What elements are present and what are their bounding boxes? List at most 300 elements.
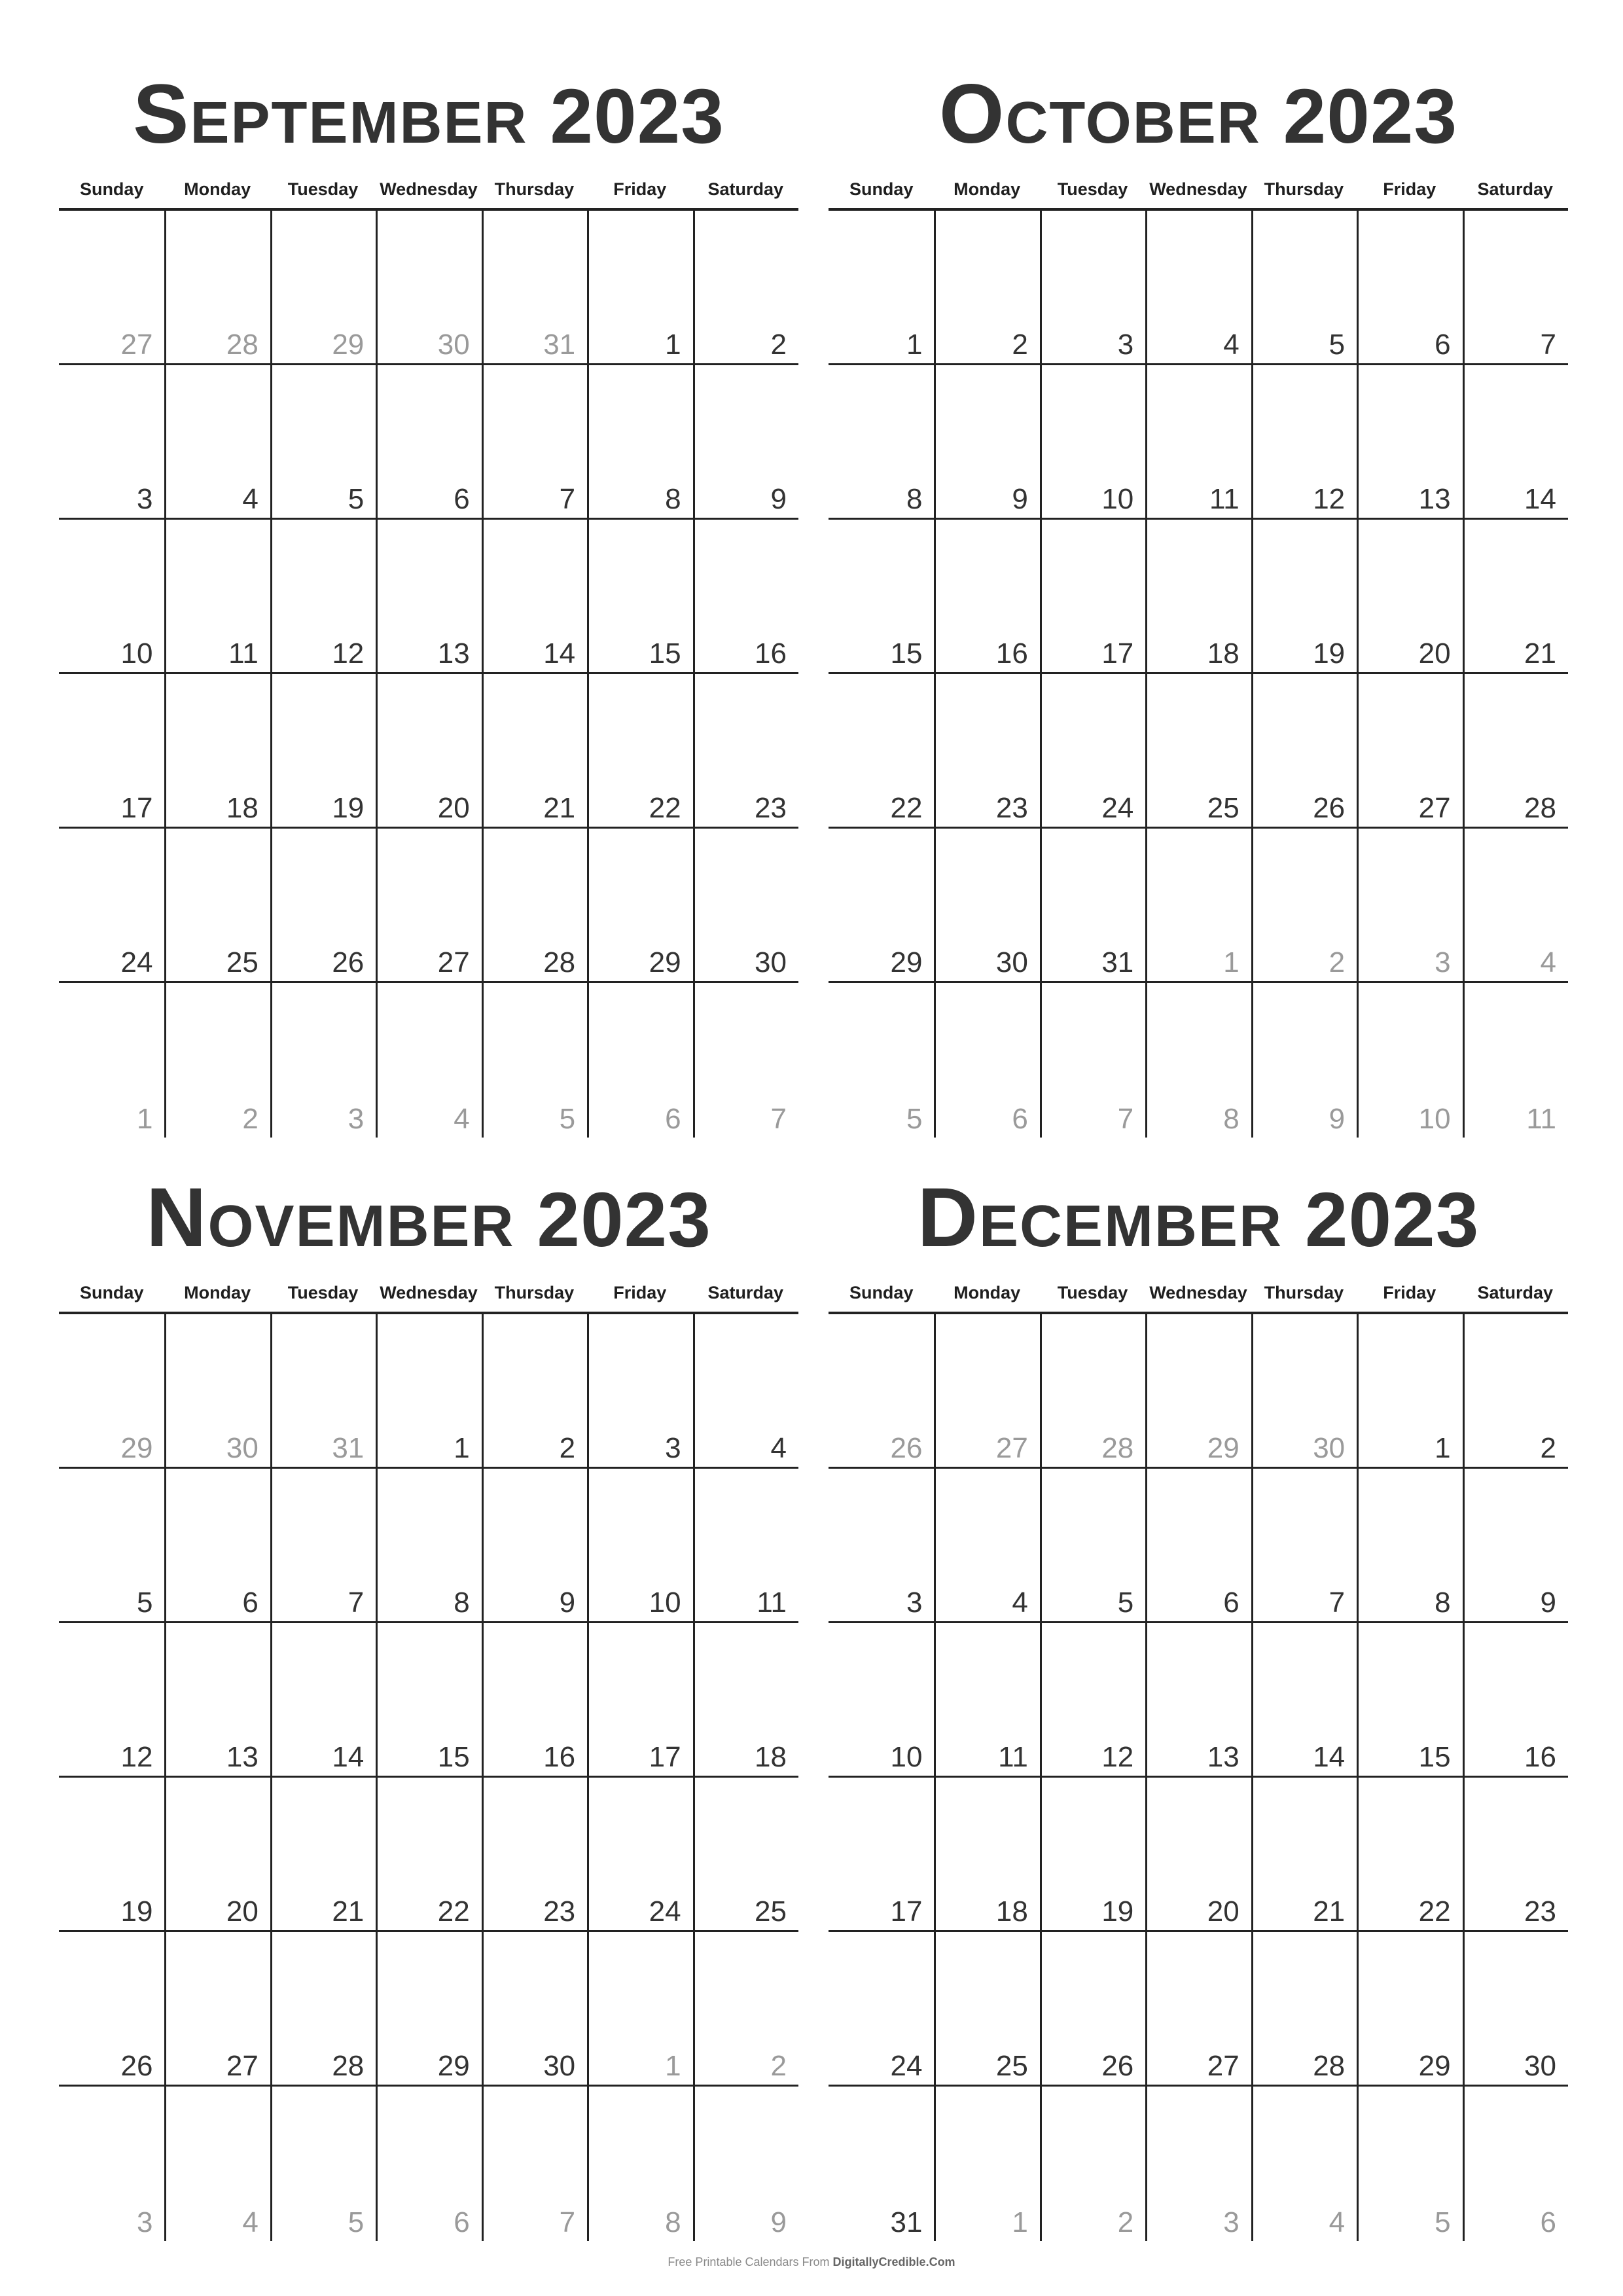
day-cell xyxy=(59,520,164,674)
day-number: 16 xyxy=(543,1741,576,1773)
weekday-label: Tuesday xyxy=(1057,1283,1128,1302)
day-cell xyxy=(376,1778,481,1932)
day-cell-adjacent-month xyxy=(829,983,934,1138)
day-cell-adjacent-month xyxy=(1145,829,1251,983)
day-cell xyxy=(270,829,376,983)
day-number: 13 xyxy=(1207,1741,1240,1773)
day-cell xyxy=(164,674,270,829)
month-title xyxy=(829,1162,1568,1274)
day-number: 3 xyxy=(136,2206,153,2238)
day-number: 12 xyxy=(1101,1741,1134,1773)
day-cell xyxy=(934,1778,1039,1932)
day-cell xyxy=(1040,520,1145,674)
footer-site: DigitallyCredible.Com xyxy=(832,2255,955,2269)
day-cell xyxy=(270,1778,376,1932)
day-cell xyxy=(1357,674,1462,829)
day-cell-adjacent-month xyxy=(164,211,270,365)
day-cell xyxy=(587,1778,692,1932)
day-cell xyxy=(829,1778,934,1932)
day-cell xyxy=(934,1623,1039,1778)
day-number: 1 xyxy=(665,329,681,361)
day-grid xyxy=(829,211,1568,1138)
day-cell xyxy=(1145,365,1251,520)
day-cell-adjacent-month xyxy=(1040,1314,1145,1469)
day-cell-adjacent-month xyxy=(1145,983,1251,1138)
day-cell-adjacent-month xyxy=(1463,2087,1568,2241)
day-cell xyxy=(270,365,376,520)
day-number: 18 xyxy=(755,1741,787,1773)
day-number: 3 xyxy=(665,1432,681,1464)
day-number: 11 xyxy=(228,637,259,670)
day-number: 29 xyxy=(332,329,365,361)
day-cell-adjacent-month xyxy=(270,983,376,1138)
day-number: 9 xyxy=(559,1587,576,1619)
day-number: 4 xyxy=(770,1432,787,1464)
day-cell xyxy=(376,829,481,983)
day-number: 5 xyxy=(559,1103,576,1135)
day-cell-adjacent-month xyxy=(1357,829,1462,983)
day-cell xyxy=(1357,1469,1462,1623)
day-number: 26 xyxy=(1101,2050,1134,2082)
day-number: 23 xyxy=(1524,1895,1556,1928)
day-cell xyxy=(376,520,481,674)
weekday-header xyxy=(829,1274,1568,1314)
day-cell-adjacent-month xyxy=(482,983,587,1138)
day-number: 28 xyxy=(332,2050,365,2082)
day-cell-adjacent-month xyxy=(587,1932,692,2087)
day-number: 18 xyxy=(226,792,259,824)
day-cell-adjacent-month xyxy=(1357,2087,1462,2241)
day-cell xyxy=(587,1623,692,1778)
day-number: 13 xyxy=(437,637,470,670)
day-number: 2 xyxy=(770,2050,787,2082)
day-number: 3 xyxy=(1223,2206,1240,2238)
day-number: 2 xyxy=(770,329,787,361)
month-title xyxy=(59,1162,798,1274)
day-cell xyxy=(587,1314,692,1469)
day-cell xyxy=(1145,674,1251,829)
day-number: 30 xyxy=(1524,2050,1556,2082)
day-number: 2 xyxy=(1117,2206,1134,2238)
day-number: 15 xyxy=(890,637,923,670)
day-cell xyxy=(1357,211,1462,365)
day-number: 30 xyxy=(226,1432,259,1464)
day-number: 20 xyxy=(1207,1895,1240,1928)
weekday-header xyxy=(59,1274,798,1314)
day-number: 9 xyxy=(1540,1587,1556,1619)
day-number: 27 xyxy=(120,329,153,361)
day-cell-adjacent-month xyxy=(482,211,587,365)
day-number: 19 xyxy=(120,1895,153,1928)
day-cell xyxy=(376,1932,481,2087)
day-number: 25 xyxy=(995,2050,1028,2082)
weekday-label: Sunday xyxy=(849,1283,914,1302)
day-cell-adjacent-month xyxy=(59,983,164,1138)
day-cell xyxy=(1145,1932,1251,2087)
day-cell xyxy=(270,1932,376,2087)
day-number: 28 xyxy=(1524,792,1556,824)
month-calendar-november xyxy=(59,1162,798,2241)
month-name: December xyxy=(917,1171,1283,1265)
day-number: 28 xyxy=(226,329,259,361)
day-number: 28 xyxy=(1313,2050,1346,2082)
day-cell-adjacent-month xyxy=(270,211,376,365)
day-cell-adjacent-month xyxy=(270,1314,376,1469)
day-cell-adjacent-month xyxy=(693,2087,798,2241)
day-cell-adjacent-month xyxy=(934,983,1039,1138)
day-cell xyxy=(376,1314,481,1469)
day-cell xyxy=(59,1623,164,1778)
day-number: 5 xyxy=(1117,1587,1134,1619)
day-number: 25 xyxy=(226,946,259,978)
month-calendar-december xyxy=(829,1162,1568,2241)
day-number: 2 xyxy=(242,1103,259,1135)
day-number: 30 xyxy=(543,2050,576,2082)
day-number: 21 xyxy=(1524,637,1556,670)
day-number: 10 xyxy=(890,1741,923,1773)
day-cell xyxy=(934,1469,1039,1623)
day-number: 9 xyxy=(770,2206,787,2238)
day-cell xyxy=(1040,365,1145,520)
day-number: 6 xyxy=(1012,1103,1028,1135)
day-cell xyxy=(1357,1623,1462,1778)
day-number: 29 xyxy=(1207,1432,1240,1464)
day-cell xyxy=(829,520,934,674)
day-number: 27 xyxy=(437,946,470,978)
day-number: 7 xyxy=(559,483,576,515)
day-number: 12 xyxy=(332,637,365,670)
weekday-label: Monday xyxy=(954,179,1021,199)
day-cell xyxy=(1040,829,1145,983)
weekday-label: Saturday xyxy=(1477,179,1554,199)
weekday-label: Saturday xyxy=(707,179,784,199)
day-number: 17 xyxy=(649,1741,681,1773)
day-number: 5 xyxy=(136,1587,153,1619)
day-number: 24 xyxy=(890,2050,923,2082)
day-number: 10 xyxy=(649,1587,681,1619)
day-cell xyxy=(59,1778,164,1932)
day-cell xyxy=(829,1469,934,1623)
day-cell xyxy=(59,674,164,829)
day-number: 18 xyxy=(1207,637,1240,670)
day-cell xyxy=(164,1778,270,1932)
day-cell xyxy=(164,365,270,520)
day-cell xyxy=(829,1932,934,2087)
day-number: 15 xyxy=(1418,1741,1451,1773)
day-cell xyxy=(482,674,587,829)
weekday-label: Thursday xyxy=(1264,1283,1344,1302)
day-cell xyxy=(164,1932,270,2087)
day-cell xyxy=(587,211,692,365)
day-number: 22 xyxy=(890,792,923,824)
weekday-header xyxy=(829,170,1568,211)
weekday-label: Thursday xyxy=(494,179,575,199)
day-cell xyxy=(693,829,798,983)
day-cell-adjacent-month xyxy=(376,2087,481,2241)
day-number: 27 xyxy=(1418,792,1451,824)
day-number: 10 xyxy=(1418,1103,1451,1135)
day-cell-adjacent-month xyxy=(829,1314,934,1469)
day-number: 22 xyxy=(649,792,681,824)
day-number: 22 xyxy=(1418,1895,1451,1928)
month-title xyxy=(59,59,798,170)
day-number: 3 xyxy=(906,1587,923,1619)
day-number: 24 xyxy=(120,946,153,978)
day-number: 13 xyxy=(226,1741,259,1773)
day-number: 10 xyxy=(1101,483,1134,515)
weekday-label: Monday xyxy=(184,179,251,199)
day-cell xyxy=(59,1932,164,2087)
day-cell xyxy=(482,365,587,520)
day-number: 4 xyxy=(242,2206,259,2238)
day-number: 1 xyxy=(1435,1432,1451,1464)
day-cell-adjacent-month xyxy=(934,2087,1039,2241)
day-cell-adjacent-month xyxy=(270,2087,376,2241)
day-number: 28 xyxy=(543,946,576,978)
day-cell xyxy=(693,211,798,365)
weekday-header xyxy=(59,170,798,211)
day-number: 3 xyxy=(1117,329,1134,361)
day-cell xyxy=(587,829,692,983)
day-cell xyxy=(934,674,1039,829)
day-cell-adjacent-month xyxy=(376,211,481,365)
day-cell-adjacent-month xyxy=(164,1314,270,1469)
day-number: 1 xyxy=(1223,946,1240,978)
day-cell xyxy=(270,674,376,829)
weekday-label: Tuesday xyxy=(287,179,359,199)
day-cell xyxy=(1251,520,1357,674)
day-cell xyxy=(1357,520,1462,674)
footer-credit xyxy=(0,2255,1623,2269)
day-cell xyxy=(1357,365,1462,520)
day-number: 15 xyxy=(437,1741,470,1773)
day-number: 11 xyxy=(757,1587,787,1619)
day-number: 7 xyxy=(770,1103,787,1135)
day-number: 8 xyxy=(665,483,681,515)
day-cell xyxy=(1463,674,1568,829)
day-number: 7 xyxy=(1117,1103,1134,1135)
day-number: 2 xyxy=(559,1432,576,1464)
weekday-label: Friday xyxy=(613,179,667,199)
weekday-label: Wednesday xyxy=(1149,179,1247,199)
day-cell xyxy=(164,1623,270,1778)
weekday-label: Friday xyxy=(613,1283,667,1302)
day-cell-adjacent-month xyxy=(1040,2087,1145,2241)
day-cell xyxy=(376,365,481,520)
day-cell xyxy=(1463,1932,1568,2087)
day-number: 21 xyxy=(332,1895,365,1928)
day-number: 6 xyxy=(1223,1587,1240,1619)
day-cell xyxy=(829,211,934,365)
day-number: 6 xyxy=(1435,329,1451,361)
day-number: 7 xyxy=(559,2206,576,2238)
day-cell xyxy=(59,365,164,520)
day-number: 15 xyxy=(649,637,681,670)
weekday-label: Friday xyxy=(1383,1283,1436,1302)
day-number: 6 xyxy=(454,483,470,515)
day-number: 24 xyxy=(1101,792,1134,824)
weekday-label: Saturday xyxy=(707,1283,784,1302)
day-number: 4 xyxy=(242,483,259,515)
day-number: 30 xyxy=(437,329,470,361)
weekday-label: Sunday xyxy=(849,179,914,199)
day-number: 17 xyxy=(1101,637,1134,670)
weekday-label: Thursday xyxy=(1264,179,1344,199)
day-number: 9 xyxy=(770,483,787,515)
day-cell xyxy=(1463,211,1568,365)
day-cell-adjacent-month xyxy=(1463,983,1568,1138)
day-number: 7 xyxy=(1540,329,1556,361)
day-number: 19 xyxy=(332,792,365,824)
day-number: 23 xyxy=(755,792,787,824)
day-cell xyxy=(482,1778,587,1932)
day-number: 11 xyxy=(998,1741,1028,1773)
footer-text: Free Printable Calendars From xyxy=(668,2255,833,2269)
day-cell xyxy=(1251,211,1357,365)
day-number: 27 xyxy=(995,1432,1028,1464)
day-cell xyxy=(482,829,587,983)
day-cell xyxy=(693,520,798,674)
day-number: 20 xyxy=(1418,637,1451,670)
day-number: 7 xyxy=(348,1587,365,1619)
day-cell xyxy=(829,1623,934,1778)
day-cell xyxy=(1251,674,1357,829)
day-number: 14 xyxy=(543,637,576,670)
day-cell xyxy=(1145,1469,1251,1623)
day-cell xyxy=(829,2087,934,2241)
day-number: 7 xyxy=(1329,1587,1346,1619)
day-cell xyxy=(1040,1778,1145,1932)
day-number: 8 xyxy=(1223,1103,1240,1135)
day-number: 29 xyxy=(120,1432,153,1464)
day-cell xyxy=(482,520,587,674)
day-number: 2 xyxy=(1329,946,1346,978)
day-cell-adjacent-month xyxy=(1357,983,1462,1138)
day-number: 9 xyxy=(1012,483,1028,515)
day-cell xyxy=(1040,1623,1145,1778)
day-number: 8 xyxy=(1435,1587,1451,1619)
day-cell xyxy=(1040,211,1145,365)
day-number: 22 xyxy=(437,1895,470,1928)
day-cell-adjacent-month xyxy=(482,2087,587,2241)
day-number: 28 xyxy=(1101,1432,1134,1464)
day-cell xyxy=(1357,1932,1462,2087)
day-number: 30 xyxy=(1313,1432,1346,1464)
day-cell xyxy=(59,1469,164,1623)
day-number: 21 xyxy=(1313,1895,1346,1928)
day-number: 16 xyxy=(995,637,1028,670)
day-cell-adjacent-month xyxy=(376,983,481,1138)
day-cell xyxy=(482,1623,587,1778)
day-number: 31 xyxy=(332,1432,365,1464)
day-number: 14 xyxy=(1313,1741,1346,1773)
day-cell xyxy=(693,1469,798,1623)
day-number: 5 xyxy=(906,1103,923,1135)
day-number: 24 xyxy=(649,1895,681,1928)
day-cell xyxy=(1251,1623,1357,1778)
day-cell xyxy=(1357,1314,1462,1469)
day-cell xyxy=(587,674,692,829)
day-cell xyxy=(1251,1778,1357,1932)
month-calendar-october xyxy=(829,59,1568,1138)
day-number: 27 xyxy=(226,2050,259,2082)
day-number: 1 xyxy=(454,1432,470,1464)
day-number: 25 xyxy=(1207,792,1240,824)
day-number: 3 xyxy=(136,483,153,515)
day-grid xyxy=(59,1314,798,2241)
day-number: 12 xyxy=(1313,483,1346,515)
weekday-label: Tuesday xyxy=(287,1283,359,1302)
day-cell xyxy=(1357,1778,1462,1932)
day-cell xyxy=(693,1623,798,1778)
day-number: 27 xyxy=(1207,2050,1240,2082)
day-number: 23 xyxy=(995,792,1028,824)
day-cell xyxy=(587,1469,692,1623)
weekday-label: Monday xyxy=(954,1283,1021,1302)
day-cell xyxy=(270,1623,376,1778)
day-number: 23 xyxy=(543,1895,576,1928)
day-cell-adjacent-month xyxy=(164,2087,270,2241)
day-number: 20 xyxy=(437,792,470,824)
month-name: November xyxy=(146,1171,515,1265)
day-cell-adjacent-month xyxy=(1463,829,1568,983)
month-name: September xyxy=(133,67,528,161)
weekday-label: Wednesday xyxy=(380,1283,478,1302)
weekday-label: Wednesday xyxy=(380,179,478,199)
day-number: 2 xyxy=(1012,329,1028,361)
day-cell xyxy=(376,1623,481,1778)
day-cell-adjacent-month xyxy=(1251,829,1357,983)
day-number: 8 xyxy=(454,1587,470,1619)
day-cell xyxy=(934,1932,1039,2087)
day-number: 26 xyxy=(120,2050,153,2082)
day-cell xyxy=(1463,520,1568,674)
day-number: 19 xyxy=(1313,637,1346,670)
day-cell-adjacent-month xyxy=(59,1314,164,1469)
day-cell xyxy=(1145,1778,1251,1932)
day-cell xyxy=(1040,1932,1145,2087)
day-number: 26 xyxy=(332,946,365,978)
day-grid xyxy=(829,1314,1568,2241)
day-cell xyxy=(482,1314,587,1469)
day-number: 14 xyxy=(1524,483,1556,515)
day-cell xyxy=(693,674,798,829)
day-cell-adjacent-month xyxy=(587,2087,692,2241)
day-number: 8 xyxy=(665,2206,681,2238)
day-number: 3 xyxy=(348,1103,365,1135)
day-cell xyxy=(1040,674,1145,829)
year-label: 2023 xyxy=(1283,73,1458,160)
day-number: 14 xyxy=(332,1741,365,1773)
year-label: 2023 xyxy=(550,73,724,160)
day-cell xyxy=(1463,1623,1568,1778)
day-cell-adjacent-month xyxy=(693,1932,798,2087)
weekday-label: Friday xyxy=(1383,179,1436,199)
day-cell xyxy=(934,520,1039,674)
day-number: 5 xyxy=(348,2206,365,2238)
day-number: 1 xyxy=(136,1103,153,1135)
day-number: 5 xyxy=(1329,329,1346,361)
day-cell xyxy=(164,520,270,674)
day-cell-adjacent-month xyxy=(59,2087,164,2241)
day-number: 4 xyxy=(1223,329,1240,361)
day-number: 1 xyxy=(1012,2206,1028,2238)
day-cell-adjacent-month xyxy=(1251,983,1357,1138)
day-cell xyxy=(1145,520,1251,674)
day-cell-adjacent-month xyxy=(1040,983,1145,1138)
day-number: 29 xyxy=(1418,2050,1451,2082)
day-number: 16 xyxy=(1524,1741,1556,1773)
